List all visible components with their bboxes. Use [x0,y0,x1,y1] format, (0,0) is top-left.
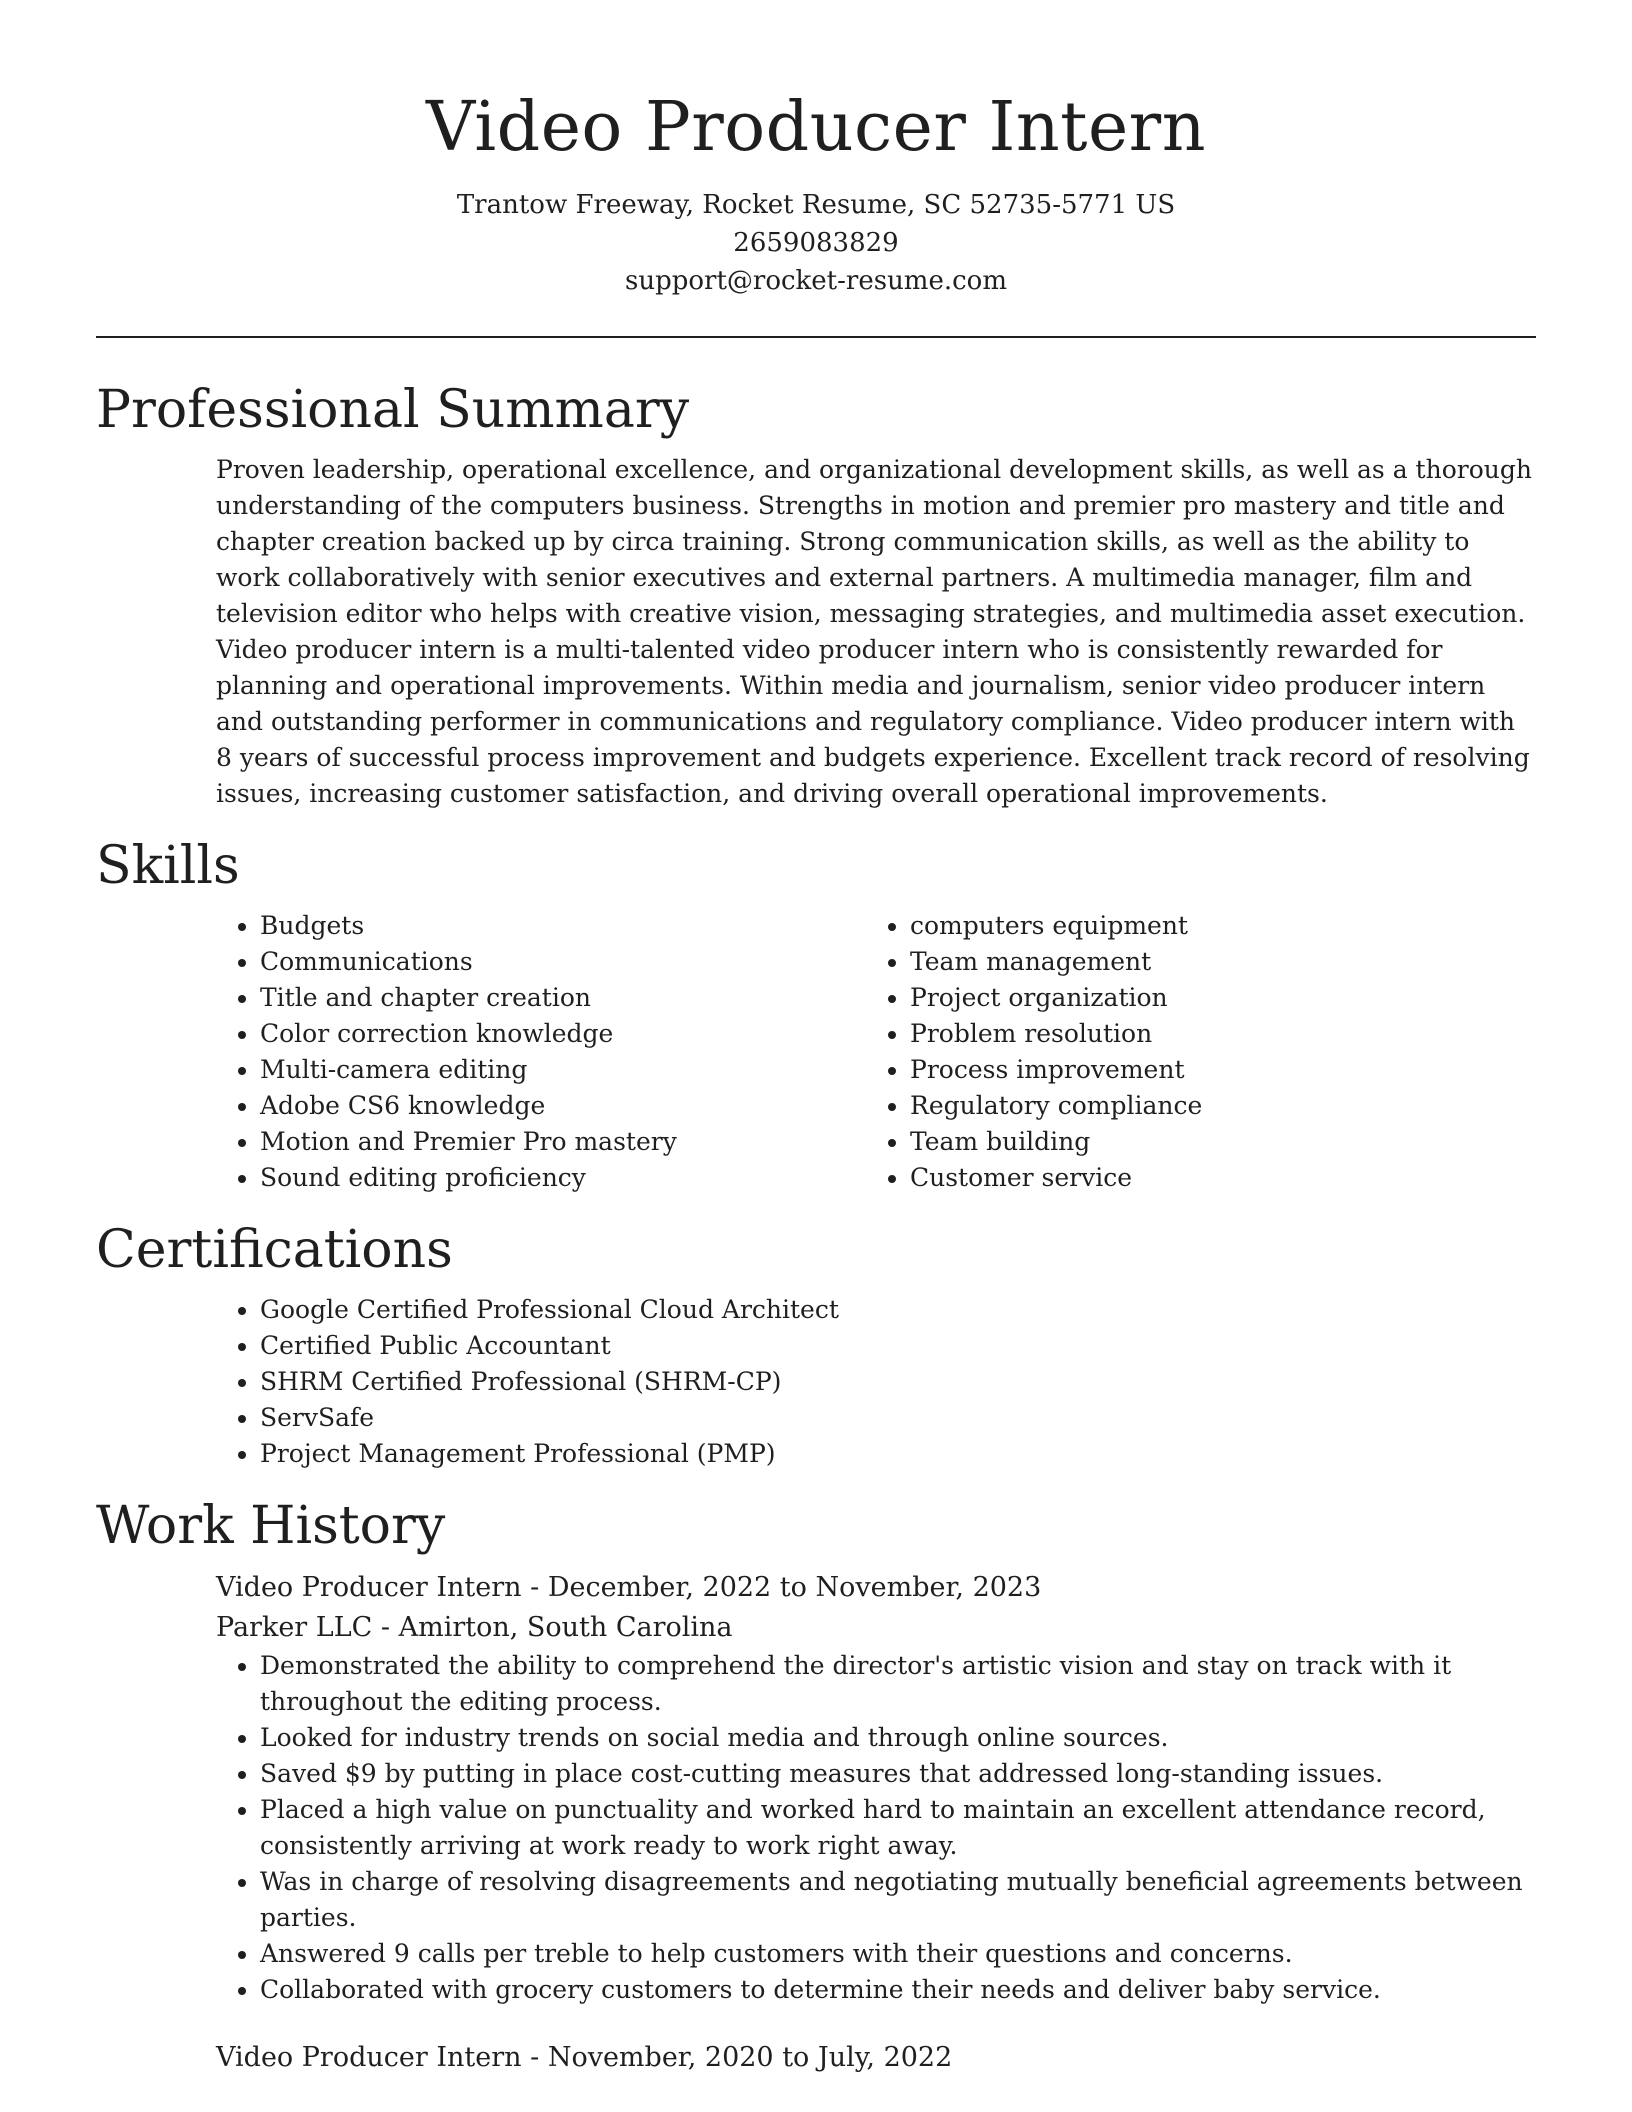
certifications-section [96,1218,1536,1472]
job-company-line: Parker LLC - Amirton, South Carolina [216,1612,733,1643]
skill-item: • Budgets [260,908,866,944]
job-duty-item: • Placed a high value on punctuality and worked hard to maintain an excellent attendance record, consistently arriving at work ready to work right away. [260,1792,1536,1864]
job-duty-item: • Answered 9 calls per treble to help customers with their questions and concerns. [260,1936,1536,1972]
skill-item: • Color correction knowledge [260,1016,866,1052]
phone: 2659083829 [733,228,899,258]
job-duty-item: • Collaborated with grocery customers to determine their needs and deliver baby service. [260,1972,1536,2008]
skill-item: • Team building [910,1124,1516,1160]
skill-item: • Team management [910,944,1516,980]
certifications-list [216,1292,1536,1472]
skill-item: • Title and chapter creation [260,980,866,1016]
contact-info [96,186,1536,300]
certification-item: • Certified Public Accountant [260,1328,1536,1364]
certifications-title: Certifications [96,1220,453,1280]
email: support@rocket-resume.com [624,266,1007,296]
resume-page [96,0,1536,2112]
work-history-section [96,1494,1536,2078]
job-duties-list [216,1648,1536,2008]
job-duty-item: • Demonstrated the ability to comprehend the director's artistic vision and stay on track with it throughout the editing process. [260,1648,1536,1720]
candidate-name: Video Producer Intern [426,88,1206,167]
header-divider [96,336,1536,338]
skill-item: • Multi-camera editing [260,1052,866,1088]
skills-title: Skills [96,836,240,896]
summary-text: Proven leadership, operational excellence, and organizational development skills, as well as a thorough understanding of the computers business. Strengths in motion and premier pro mastery and title and chapter creation backed up by circa training. Strong communication skills, as well as the ability to work collaboratively with senior executives and external partners. A multimedia manager, film and television editor who helps with creative vision, messaging strategies, and multimedia asset execution. Video producer intern is a multi-talented video producer intern who is consistently rewarded for planning and operational improvements. Within media and journalism, senior video producer intern and outstanding performer in communications and regulatory compliance. Video producer intern with 8 years of successful process improvement and budgets experience. Excellent track record of resolving issues, increasing customer satisfaction, and driving overall operational improvements. [216,455,1532,808]
skill-item: • Regulatory compliance [910,1088,1516,1124]
skill-item: • Communications [260,944,866,980]
jobs-container [216,1568,1536,2078]
skill-item: • Project organization [910,980,1516,1016]
skill-item: • Customer service [910,1160,1516,1196]
skill-item: • Adobe CS6 knowledge [260,1088,866,1124]
job-entry [216,1568,1536,2008]
certification-item: • Project Management Professional (PMP) [260,1436,1536,1472]
skill-item: • Motion and Premier Pro mastery [260,1124,866,1160]
skills-list-right [866,908,1516,1196]
skills-column-left [216,908,866,1196]
skills-section [96,834,1536,1196]
address: Trantow Freeway, Rocket Resume, SC 52735-5771 US [456,190,1176,220]
certification-item: • SHRM Certified Professional (SHRM-CP) [260,1364,1536,1400]
job-role-line: Video Producer Intern - November, 2020 to July, 2022 [216,2042,953,2073]
certification-item: • ServSafe [260,1400,1536,1436]
resume-header [96,0,1536,300]
job-entry [216,2038,1536,2078]
skills-list-left [216,908,866,1196]
skill-item: • computers equipment [910,908,1516,944]
skill-item: • Sound editing proficiency [260,1160,866,1196]
skill-item: • Problem resolution [910,1016,1516,1052]
job-duty-item: • Was in charge of resolving disagreements and negotiating mutually beneficial agreements between parties. [260,1864,1536,1936]
skill-item: • Process improvement [910,1052,1516,1088]
job-duty-item: • Saved $9 by putting in place cost-cutting measures that addressed long-standing issues. [260,1756,1536,1792]
skills-grid [216,908,1536,1196]
work-history-title: Work History [96,1496,446,1556]
skills-column-right [866,908,1516,1196]
summary-title: Professional Summary [96,380,690,440]
summary-section [96,378,1536,812]
certification-item: • Google Certified Professional Cloud Architect [260,1292,1536,1328]
job-role-line: Video Producer Intern - December, 2022 to November, 2023 [216,1572,1042,1603]
job-duty-item: • Looked for industry trends on social media and through online sources. [260,1720,1536,1756]
